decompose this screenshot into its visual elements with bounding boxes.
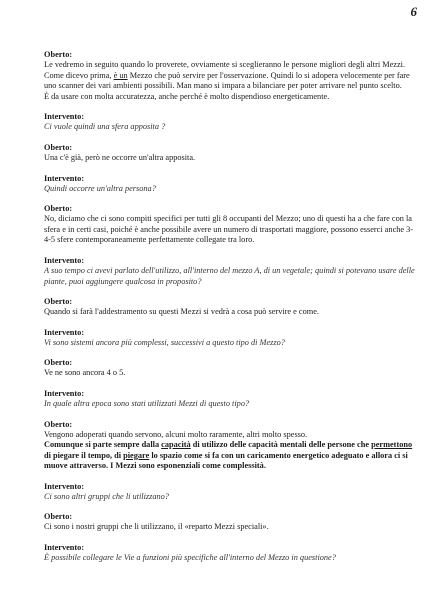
question-block-5 [44,389,416,410]
speaker-label: Intervento: [44,112,85,122]
speaker-label: Intervento: [44,481,85,491]
speaker-label: Intervento: [44,388,85,398]
text-run: Mezzo che può servire per l'osservazione. Quindi lo si adopera velocemente per fare uno scanner dei vari ambienti possibili. Man mano si impara a bilanciare per poter arrivare nel punto scelto. [44,70,410,91]
speaker-label: Oberto: [44,142,73,152]
question-block-4 [44,328,416,349]
answer-block-7 [44,512,416,533]
question-block-7 [44,543,416,564]
question-text: Ci vuole quindi una sfera apposita ? [44,122,166,132]
answer-block-2 [44,143,416,164]
text-run: quindi si potevano usare delle piante, puoi aggiungere qualcosa in proposito? [44,265,415,286]
question-text: Ci sono altri gruppi che li utilizzano? [44,491,169,501]
question-block-6 [44,482,416,503]
answer-text [44,430,416,472]
question-block-3 [44,256,416,287]
answer-text: Ci sono i nostri gruppi che li utilizzano, il «reparto Mezzi speciali». [44,522,269,532]
speaker-label: Intervento: [44,173,85,183]
answer-text: Ve ne sono ancora 4 o 5. [44,368,126,378]
speaker-label: Oberto: [44,512,73,522]
text-run: Vengono adoperati quando servono, alcuni molto raramente, altri molto spesso. [44,429,308,439]
question-block-1 [44,112,416,133]
answer-block-3 [44,204,416,246]
text-run: Come dicevo prima, [44,70,114,80]
answer-text: Una c'è già, però ne occorre un'altra apposita. [44,152,196,162]
question-text: Quindi occorre un'altra persona? [44,183,156,193]
underlined-bold-text: permettono [371,440,413,450]
answer-block-6 [44,420,416,472]
speaker-label: Oberto: [44,358,73,368]
answer-text: No, diciamo che ci sono compiti specifici per tutti gli 8 occupanti del Mezzo; uno di questi ha a che fare con la sfera e in certi casi, poiché è anche possibile avere un numero di trasportati maggiore, possono esserci anche 3-4-5 sfere contemporaneamente perfettamente collegate tra loro. [44,214,414,245]
answer-block-4 [44,297,416,318]
speaker-label: Oberto: [44,419,73,429]
bold-text-run: lo spazio come si fa con un caricamento energetico adeguato e allora ci si muove attraverso. I Mezzi sono esponenziali come complessità. [44,450,408,471]
answer-text [44,60,416,102]
speaker-label: Oberto: [44,50,73,59]
page-number: 6 [410,4,417,19]
bold-text-run: di piegare il tempo, di [44,450,124,460]
speaker-label: Intervento: [44,255,85,265]
question-text: È possibile collegare le Vie a funzioni più specifiche all'interno del Mezzo in questione? [44,553,336,563]
bold-text-run: Comunque si parte sempre dalla [44,440,162,450]
text-run: A suo tempo ci avevi parlato dell'utilizzo, all'interno del mezzo A, di un vegetale; [44,265,316,275]
question-text [44,266,416,287]
answer-block-5 [44,358,416,379]
answer-text: Quando si farà l'addestramento su questi Mezzi si vedrà a cosa può servire e come. [44,307,319,317]
underlined-text: è un [113,70,128,80]
underlined-bold-text: capacità [161,440,191,450]
question-text: Vi sono sistemi ancora più complessi, successivi a questo tipo di Mezzo? [44,337,285,347]
document-body [44,50,416,564]
text-run: Le vedremo in seguito quando lo proverete, ovviamente si sceglieranno le persone migliori degli altri Mezzi. [44,60,406,69]
speaker-label: Intervento: [44,327,85,337]
bold-text-run: di utilizzo delle capacità mentali delle persone che [190,440,372,450]
speaker-label: Oberto: [44,204,73,214]
question-text: In quale altra epoca sono stati utilizzati Mezzi di questo tipo? [44,398,250,408]
question-block-2 [44,174,416,195]
underlined-bold-text: piegare [123,450,150,460]
speaker-label: Oberto: [44,297,73,307]
text-run: È da usare con molta accuratezza, anche perché è molto dispendioso energeticamente. [44,91,330,101]
speaker-label: Intervento: [44,543,85,553]
answer-block-1 [44,50,416,102]
